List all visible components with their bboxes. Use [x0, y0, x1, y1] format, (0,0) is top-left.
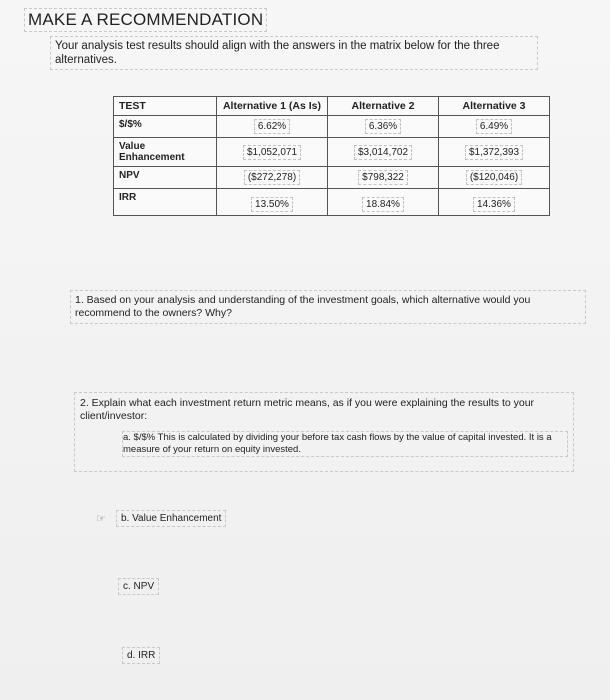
- intro-text: Your analysis test results should align with the answers in the matrix below for the three alternatives.: [50, 36, 538, 70]
- question-2: [74, 392, 574, 472]
- header-alt2: Alternative 2: [328, 97, 439, 116]
- header-alt1: Alternative 1 (As Is): [217, 97, 328, 116]
- cell-value[interactable]: $798,322: [358, 170, 408, 185]
- answer-a[interactable]: a. $/$% This is calculated by dividing your before tax cash flows by the value of capital invested. It is a measure of your return on equity invested.: [122, 431, 568, 457]
- question-1[interactable]: 1. Based on your analysis and understanding of the investment goals, which alternative would you recommend to the owners? Why?: [70, 290, 586, 324]
- cell-value[interactable]: 6.36%: [365, 119, 401, 134]
- cell-value[interactable]: $3,014,702: [354, 145, 412, 160]
- row-label: NPV: [114, 167, 217, 189]
- answer-b[interactable]: b. Value Enhancement: [116, 510, 226, 527]
- answer-c[interactable]: c. NPV: [118, 578, 159, 595]
- cell-value[interactable]: 13.50%: [251, 197, 293, 212]
- table-row: [114, 116, 550, 138]
- cell-value[interactable]: ($272,278): [244, 170, 300, 185]
- page-title: MAKE A RECOMMENDATION: [24, 8, 267, 32]
- row-label: IRR: [114, 189, 217, 216]
- answer-d[interactable]: d. IRR: [122, 647, 160, 664]
- cell-value[interactable]: 6.49%: [476, 119, 512, 134]
- cell-value[interactable]: ($120,046): [466, 170, 522, 185]
- cell-value[interactable]: 6.62%: [254, 119, 290, 134]
- row-label: Value Enhancement: [114, 138, 217, 167]
- row-label: $/$%: [114, 116, 217, 138]
- question-2-prompt: 2. Explain what each investment return metric means, as if you were explaining the results to your client/investor:: [80, 397, 535, 422]
- cell-value[interactable]: $1,052,071: [243, 145, 301, 160]
- table-row: [114, 167, 550, 189]
- cursor-icon: ☞: [96, 513, 106, 525]
- header-test: TEST: [114, 97, 217, 116]
- cell-value[interactable]: 14.36%: [473, 197, 515, 212]
- matrix-header-row: [114, 97, 550, 116]
- cell-value[interactable]: 18.84%: [362, 197, 404, 212]
- table-row: [114, 189, 550, 216]
- cell-value[interactable]: $1,372,393: [465, 145, 523, 160]
- table-row: [114, 138, 550, 167]
- results-matrix: [113, 96, 550, 216]
- header-alt3: Alternative 3: [439, 97, 550, 116]
